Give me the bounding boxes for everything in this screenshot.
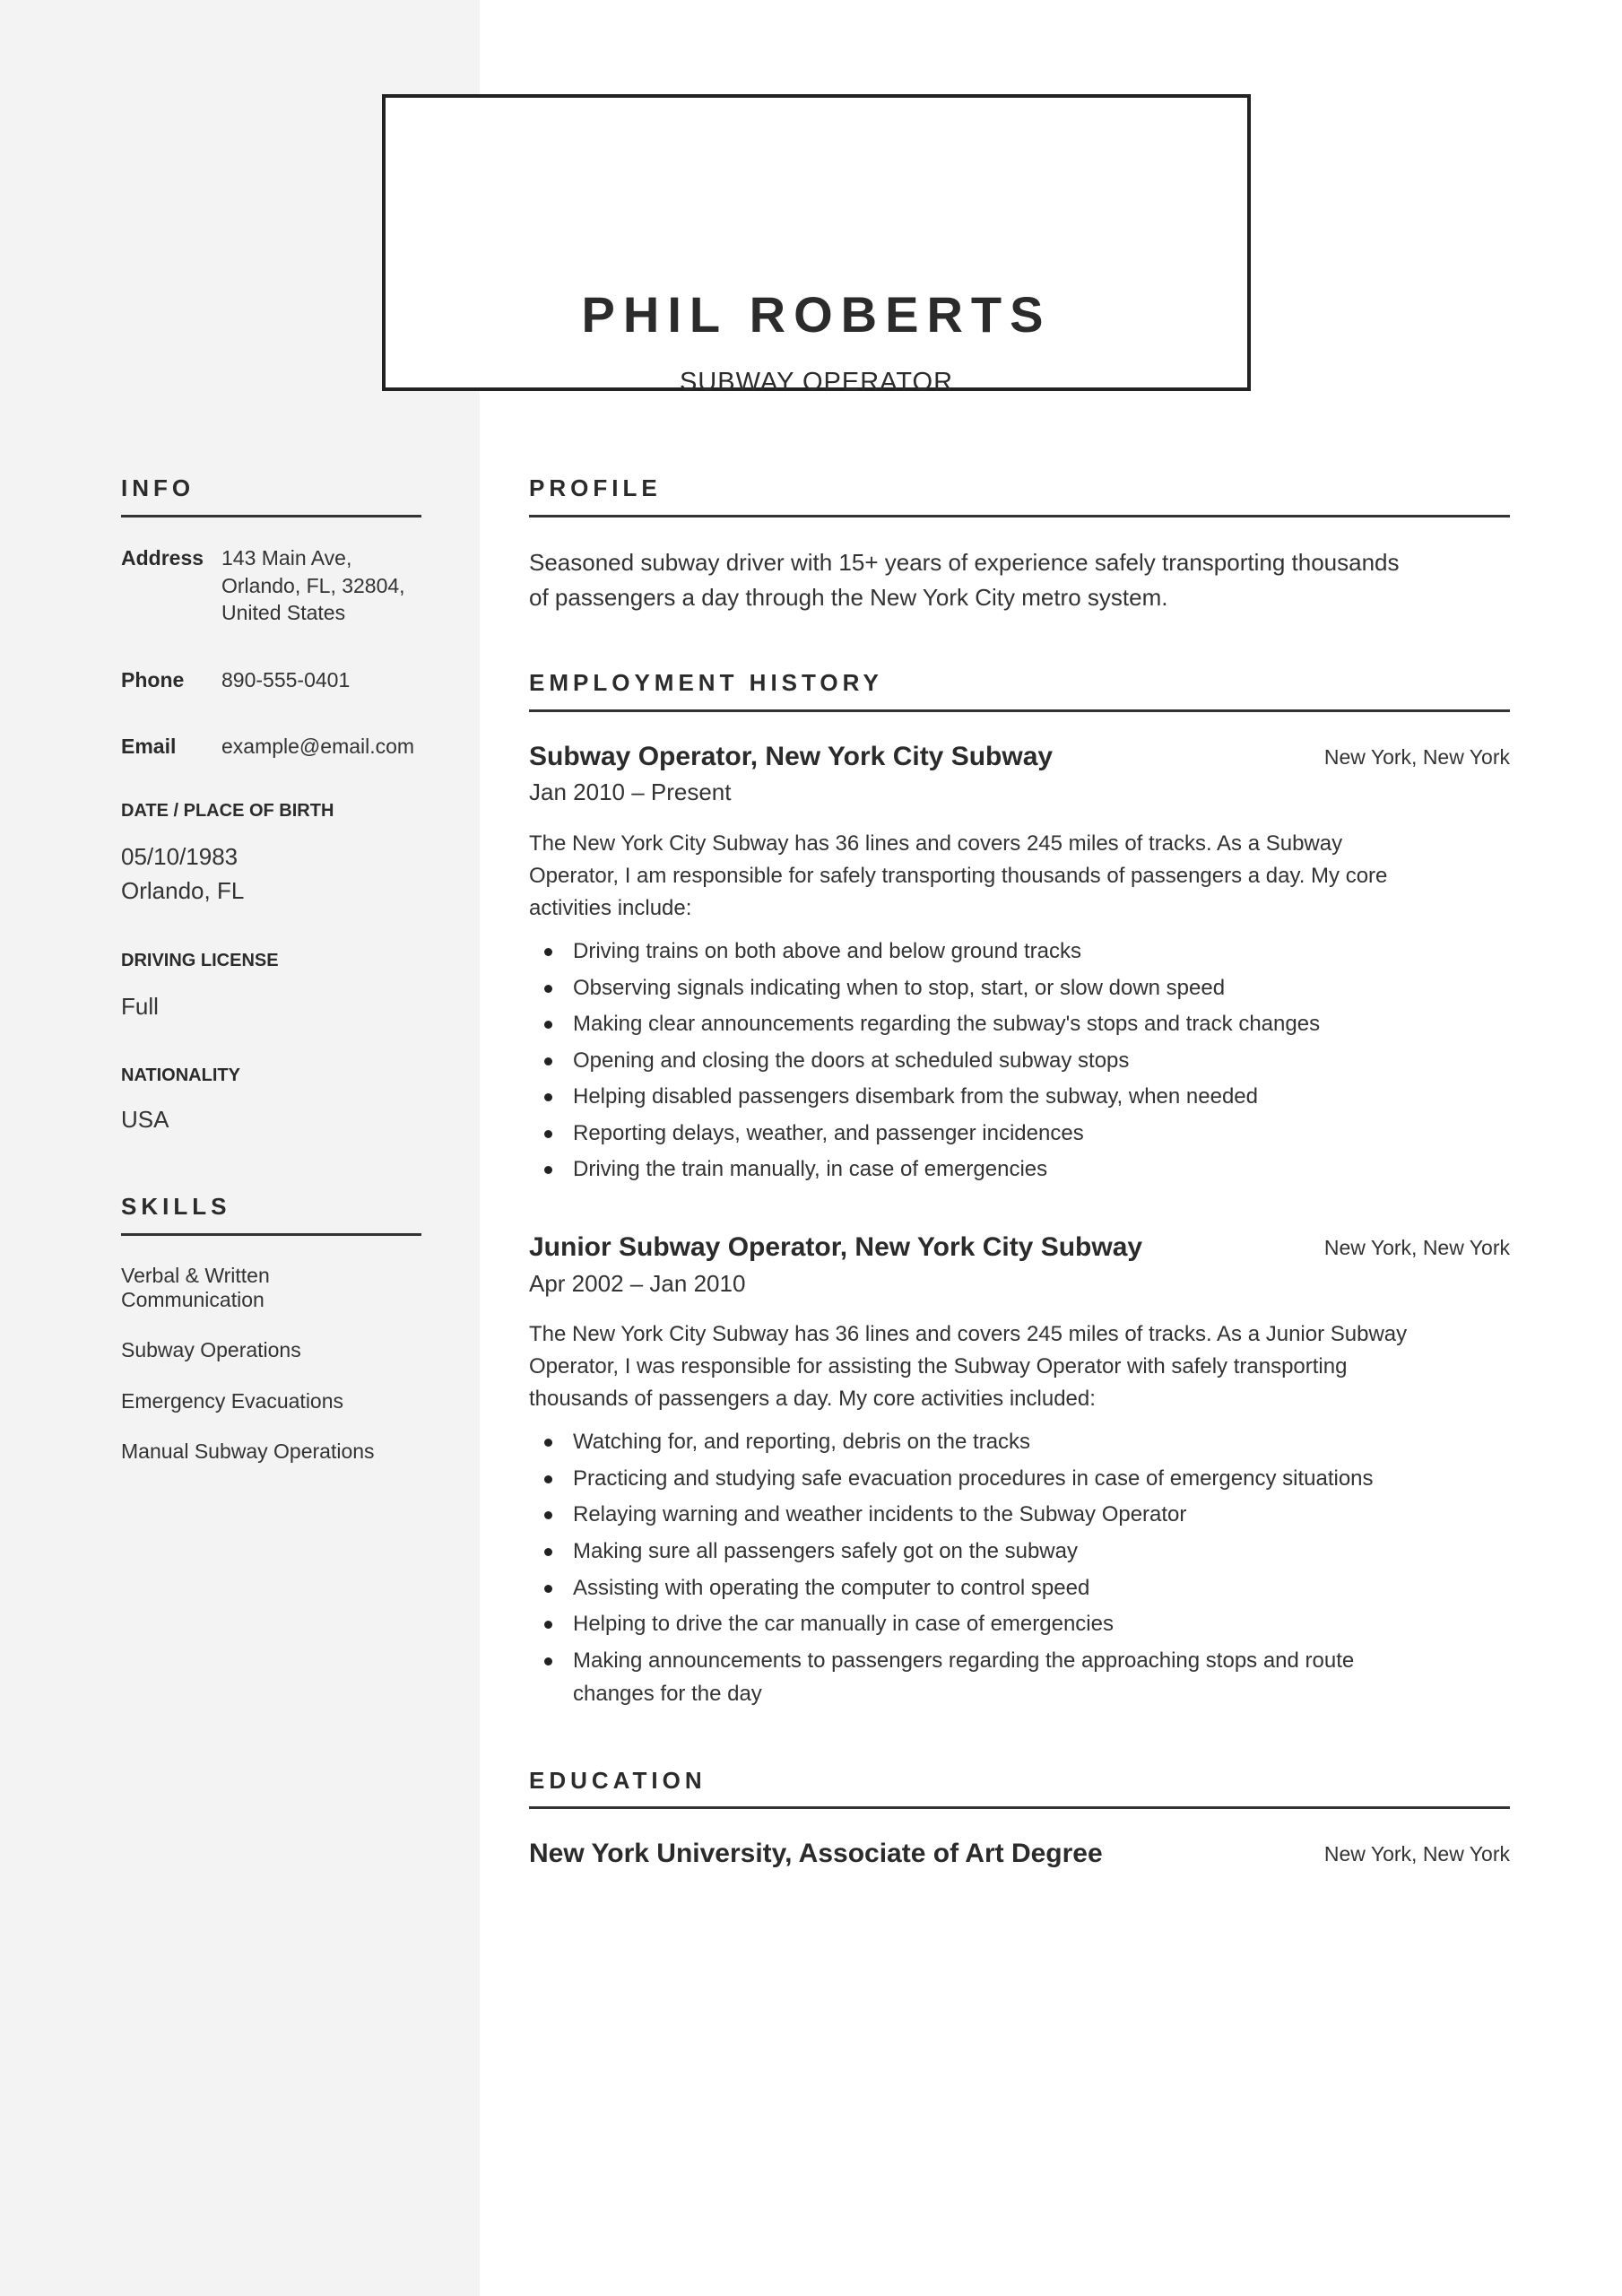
job-bullet	[529, 1609, 1114, 1639]
job-title: Junior Subway Operator, New York City Subway	[529, 1232, 1143, 1262]
candidate-title: SUBWAY OPERATOR	[679, 368, 954, 396]
job-bullet	[529, 1046, 1129, 1076]
job-location: New York, New York	[1323, 745, 1510, 769]
bullet-text: Reporting delays, weather, and passenger incidences	[573, 1121, 1084, 1145]
profile-divider	[529, 515, 1510, 517]
bullet-text: Helping to drive the car manually in case of emergencies	[573, 1612, 1114, 1636]
skills-divider	[121, 1233, 421, 1236]
birth-place: Orlando, FL	[121, 877, 245, 904]
job-dates: Jan 2010 – Present	[529, 778, 732, 805]
job-description-line: The New York City Subway has 36 lines and covers 245 miles of tracks. As a Junior Subway	[529, 1322, 1408, 1346]
bullet-text: Observing signals indicating when to stop, start, or slow down speed	[573, 976, 1226, 1000]
birth-label: DATE / PLACE OF BIRTH	[121, 801, 334, 821]
job-description-line: The New York City Subway has 36 lines and covers 245 miles of tracks. As a Subway	[529, 831, 1343, 856]
license-value: Full	[121, 993, 159, 1020]
job-description-line: Operator, I am responsible for safely transporting thousands of passengers a day. My core	[529, 864, 1388, 888]
skill-item: Emergency Evacuations	[121, 1389, 344, 1413]
job-bullet	[529, 1009, 1320, 1039]
job-bullet	[529, 1154, 1047, 1185]
education-heading: EDUCATION	[529, 1767, 707, 1794]
skill-item: Manual Subway Operations	[121, 1439, 375, 1463]
job-bullet	[529, 1646, 1354, 1676]
email-link[interactable]: example@email.com	[221, 735, 415, 758]
skill-item: Verbal & Written	[121, 1264, 270, 1287]
job-bullet	[529, 1082, 1258, 1112]
address-line-3: United States	[221, 601, 346, 624]
phone-value: 890-555-0401	[221, 668, 351, 691]
nationality-value: USA	[121, 1106, 169, 1133]
job-description-line: activities include:	[529, 896, 692, 920]
license-label: DRIVING LICENSE	[121, 951, 279, 970]
bullet-continuation: changes for the day	[573, 1682, 762, 1706]
job-bullet	[529, 1536, 1078, 1567]
job-title: Subway Operator, New York City Subway	[529, 742, 1054, 771]
info-heading: INFO	[121, 474, 195, 501]
email-label: Email	[121, 735, 177, 758]
bullet-text: Making announcements to passengers regarding the approaching stops and route	[573, 1648, 1355, 1673]
bullet-text: Watching for, and reporting, debris on the tracks	[573, 1430, 1031, 1454]
education-location: New York, New York	[1323, 1842, 1510, 1866]
job-bullet	[529, 1573, 1089, 1604]
info-divider	[121, 515, 421, 517]
bullet-text: Assisting with operating the computer to control speed	[573, 1576, 1090, 1600]
skill-item: Communication	[121, 1288, 265, 1311]
employment-divider	[529, 709, 1510, 712]
bullet-text: Making sure all passengers safely got on the subway	[573, 1539, 1078, 1563]
job-bullet	[529, 1500, 1186, 1530]
address-line-2: Orlando, FL, 32804,	[221, 574, 405, 597]
phone-label: Phone	[121, 668, 185, 691]
education-divider	[529, 1806, 1510, 1809]
job-bullet	[529, 1427, 1030, 1457]
birth-date: 05/10/1983	[121, 843, 239, 870]
job-description-line: thousands of passengers a day. My core activities included:	[529, 1387, 1096, 1411]
bullet-text: Driving the train manually, in case of emergencies	[573, 1157, 1048, 1181]
header-box	[382, 94, 1251, 396]
degree-title: New York University, Associate of Art Degree	[529, 1839, 1103, 1868]
skills-heading: SKILLS	[121, 1193, 231, 1220]
bullet-text: Opening and closing the doors at scheduled subway stops	[573, 1048, 1130, 1073]
job-location: New York, New York	[1323, 1236, 1510, 1259]
bullet-text: Helping disabled passengers disembark from the subway, when needed	[573, 1084, 1259, 1109]
skill-item: Subway Operations	[121, 1338, 301, 1361]
bullet-text: Practicing and studying safe evacuation procedures in case of emergency situations	[573, 1466, 1374, 1491]
bullet-text: Driving trains on both above and below ground tracks	[573, 939, 1081, 963]
job-bullet	[529, 1118, 1084, 1149]
bullet-text: Making clear announcements regarding the subway's stops and track changes	[573, 1012, 1321, 1036]
employment-heading: EMPLOYMENT HISTORY	[529, 669, 883, 696]
job-bullet	[529, 973, 1225, 1004]
candidate-name: PHIL ROBERTS	[581, 286, 1052, 343]
address-label: Address	[121, 546, 204, 570]
job-description-line: Operator, I was responsible for assisting the Subway Operator with safely transporting	[529, 1354, 1348, 1378]
profile-line: Seasoned subway driver with 15+ years of experience safely transporting thousands	[529, 549, 1400, 576]
profile-line: of passengers a day through the New York City metro system.	[529, 584, 1168, 611]
job-bullet	[529, 936, 1081, 967]
job-bullet	[529, 1464, 1374, 1494]
address-line-1: 143 Main Ave,	[221, 546, 352, 570]
nationality-label: NATIONALITY	[121, 1065, 240, 1085]
profile-heading: PROFILE	[529, 474, 662, 501]
bullet-text: Relaying warning and weather incidents to the Subway Operator	[573, 1502, 1187, 1526]
job-dates: Apr 2002 – Jan 2010	[529, 1270, 746, 1297]
